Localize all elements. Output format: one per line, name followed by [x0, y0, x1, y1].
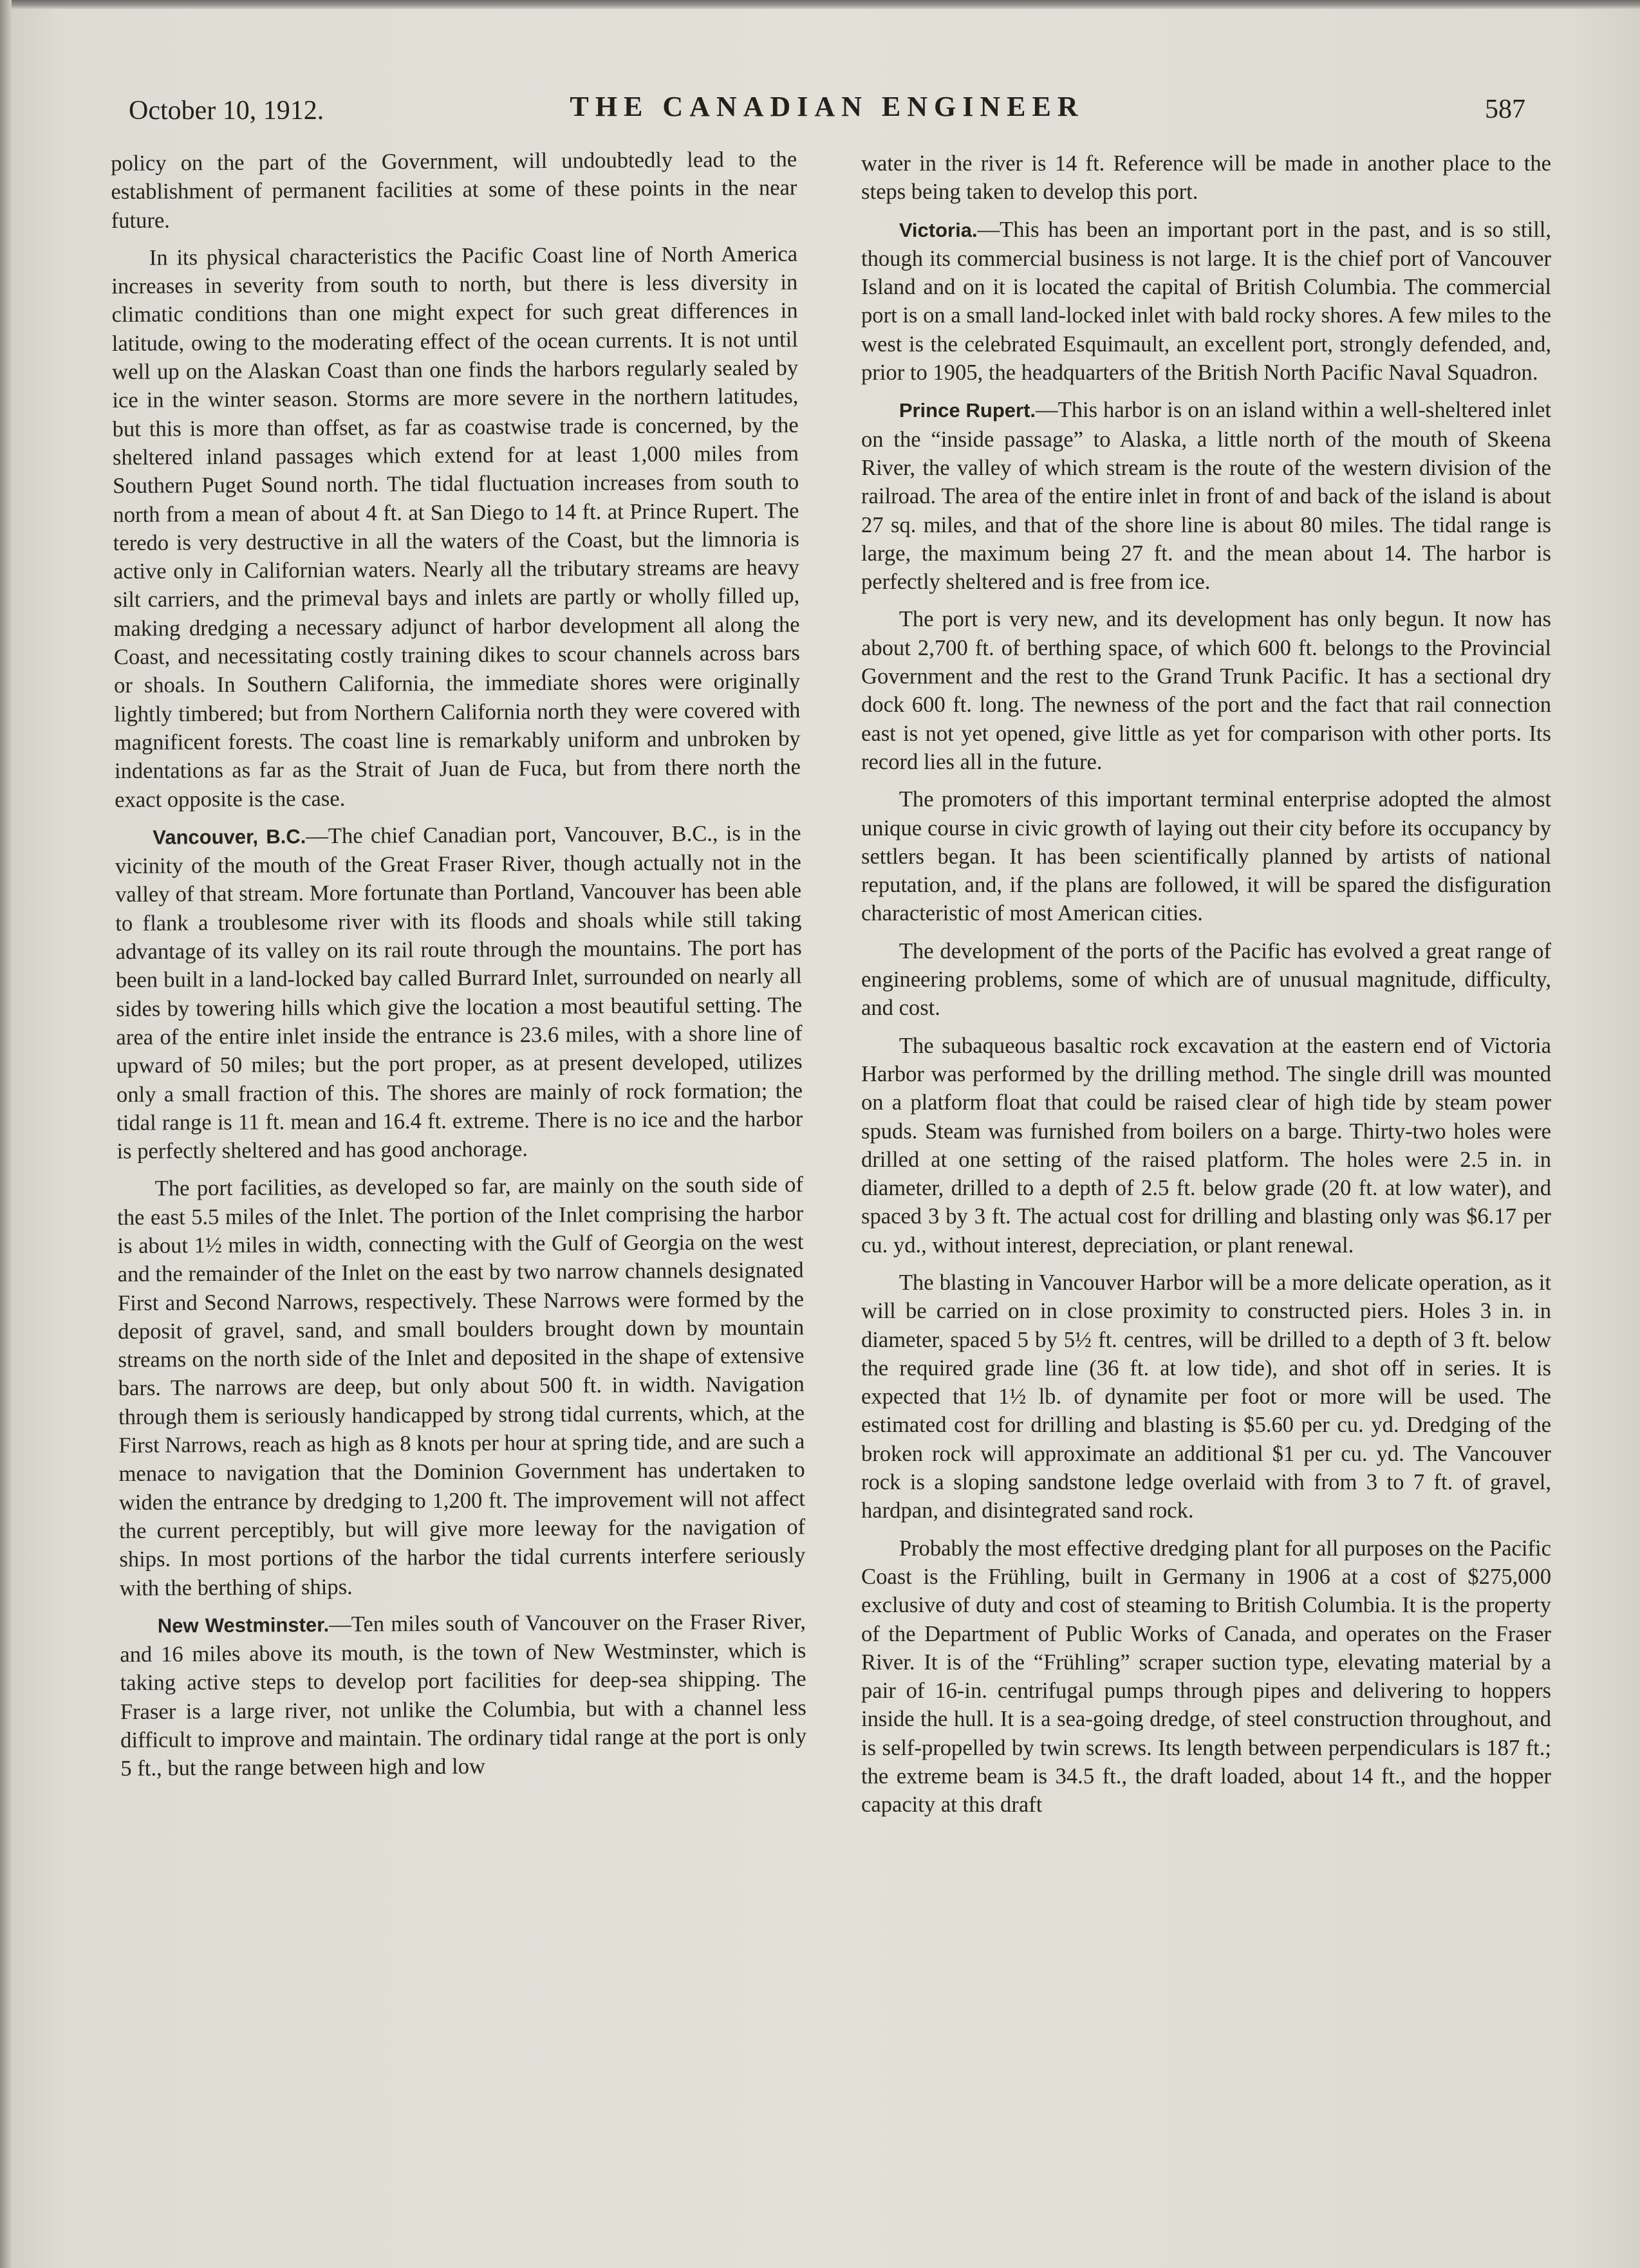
paragraph-engineering-problems: The development of the ports of the Pacific has evolved a great range of engineering problems, some of which are of unusual magnitude, difficulty, and cost. [861, 938, 1551, 1021]
paragraph-port-facilities: The port facilities, as developed so far, are mainly on the south side of the east 5.5 miles of the Inlet. The portion of the Inlet comprising the harbor is about 1½ miles in width, connecting with the Gulf of Georgia on the west and the remainder of the Inlet on the east by two narrow channels designated First and Second Narrows, respectively. These Narrows were formed by the deposit of gravel, sand, and small boulders brought down by mountain streams on the north side of the Inlet and deposited in the shape of extensive bars. The narrows are deep, but only about 500 ft. in width. Navigation through them is seriously handicapped by strong tidal currents, which, at the First Narrows, reach as high as 8 knots per hour at spring tide, and are such a menace to navigation that the Dominion Government has undertaken to widen the entrance by dredging to 1,200 ft. The improvement will not affect the current perceptibly, but will give more leeway for the navigation of ships. In most portions of the harbor the tidal currents interfere seriously with the berthing of ships. [117, 1172, 806, 1601]
right-column [861, 149, 1551, 1828]
paragraph-victoria-rock-excavation: The subaqueous basaltic rock excavation at the eastern end of Victoria Harbor was performed by the drilling method. The single drill was mounted on a platform float that could be raised clear of high tide by steam power spuds. Steam was furnished from boilers on a barge. Thirty-two holes were drilled at one setting of the raised platform. The holes were 2.5 in. in diameter, drilled to a depth of 2.5 ft. below grade (20 ft. at low water), and spaced 3 by 3 ft. The actual cost for drilling and blasting only was $6.17 per cu. yd., without interest, depreciation, or plant renewal. [861, 1033, 1551, 1258]
section-heading-new-westminster: New Westminster. [157, 1613, 330, 1637]
paragraph-new-westminster-continuation: water in the river is 14 ft. Reference will be made in another place to the steps being taken to develop this port. [861, 151, 1551, 205]
paragraph-vancouver [115, 819, 803, 1166]
paragraph-vancouver-text: —The chief Canadian port, Vancouver, B.C., is in the vicinity of the mouth of the Great Fraser River, though actually not in the valley of that stream. More fortunate than Portland, Vancouver has been able to flank a troublesome river with its floods and shoals while still taking advantage of its valley on its rail route through the mountains. The port has been built in a land-locked bay called Burrard Inlet, surrounded on nearly all sides by towering hills which give the location a most beautiful setting. The area of the entire inlet inside the entrance is 23.6 miles, with a shore line of upward of 50 miles; but the port proper, as at present developed, utilizes only a small fraction of this. The shores are mainly of rock formation; the tidal range is 11 ft. mean and 16.4 ft. extreme. There is no ice and the harbor is perfectly sheltered and has good anchorage. [115, 821, 803, 1164]
paragraph-victoria [861, 216, 1551, 387]
left-column [111, 145, 807, 1792]
page-number: 587 [1485, 95, 1525, 124]
paragraph-victoria-text: —This has been an important port in the past, and is so still, though its commercial business is not large. It is the chief port of Vancouver Island and on it is located the capital of British Columbia. The commercial port is on a small land-locked inlet with bald rocky shores. A few miles to the west is the celebrated Esquimault, an excellent port, strongly defended, and, prior to 1905, the headquarters of the British North Pacific Naval Squadron. [861, 217, 1551, 386]
paragraph-promoters: The promoters of this important terminal enterprise adopted the almost unique course in civic growth of laying out their city before its occupancy by settlers began. It has been scientifically planned by artists of national reputation, and, if the plans are followed, it will be spared the disfiguration characteristic of most American cities. [861, 787, 1551, 926]
paragraph-prince-rupert-text: —This harbor is on an island within a well-sheltered inlet on the “inside passage” to Alaska, a little north of the mouth of Skeena River, the valley of which stream is the route of the western division of the railroad. The area of the entire inlet in front of and back of the island is about 27 sq. miles, and that of the shore line is about 80 miles. The tidal range is large, the maximum being 27 ft. and the mean about 14. The harbor is perfectly sheltered and is free from ice. [861, 398, 1551, 595]
paragraph-new-westminster-text: —Ten miles south of Vancouver on the Fraser River, and 16 miles above its mouth, is the town of New Westminster, which is taking active steps to develop port facilities for deep-sea shipping. The Fraser is a large river, not unlike the Columbia, but with a channel less difficult to improve and maintain. The ordinary tidal range at the port is only 5 ft., but the range between high and low [120, 1609, 807, 1781]
section-heading-prince-rupert: Prince Rupert. [899, 399, 1036, 422]
running-header [129, 90, 1525, 129]
page-top-edge [0, 0, 1640, 9]
section-heading-vancouver: Vancouver, B.C. [153, 824, 306, 849]
paragraph-pacific-coast-characteristics: In its physical characteristics the Pacific Coast line of North America increases in severity from south to north, but there is less diversity in climatic conditions than one might expect for such great differences in latitude, owing to the moderating effect of the ocean currents. It is not until well up on the Alaskan Coast than one finds the harbors regularly sealed by ice in the winter season. Storms are more severe in the northern latitudes, but this is more than offset, as far as coastwise trade is concerned, by the sheltered inland passages which extend for at least 1,000 miles from Southern Puget Sound north. The tidal fluctuation increases from south to north from a mean of about 4 ft. at San Diego to 14 ft. at Prince Rupert. The teredo is very destructive in all the waters of the Coast, but the limnoria is active only in Californian waters. Nearly all the tributary streams are heavy silt carriers, and the primeval bays and inlets are partly or wholly filled up, making dredging a necessary adjunct of harbor development all along the Coast, and necessitating costly training dikes to scour channels across bars or shoals. In Southern California, the immediate shores were originally lightly timbered; but from Northern California north they were covered with magnificent forests. The coast line is remarkably uniform and unbroken by indentations as far as the Strait of Juan de Fuca, but from there north the exact opposite is the case. [111, 241, 801, 812]
journal-title: THE CANADIAN ENGINEER [570, 91, 1085, 122]
paragraph-fruhling-dredge: Probably the most effective dredging plant for all purposes on the Pacific Coast is the Frühling, built in Germany in 1906 at a cost of $275,000 exclusive of duty and cost of steaming to British Columbia. It is the property of the Department of Public Works of Canada, and operates on the Fraser River. It is of the “Frühling” scraper suction type, elevating material by a pair of 16-in. centrifugal pumps through pipes and delivering to hoppers inside the hull. It is a sea-going dredge, of steel construction throughout, and is self-propelled by twin screws. Its length between perpendiculars is 187 ft.; the extreme beam is 34.5 ft., the draft loaded, about 14 ft., and the hopper capacity at this draft [861, 1536, 1551, 1817]
paragraph-vancouver-blasting: The blasting in Vancouver Harbor will be a more delicate operation, as it will be carried on in close proximity to constructed piers. Holes 3 in. in diameter, spaced 5 by 5½ ft. centres, will be drilled to a depth of 3 ft. below the required grade line (36 ft. at low tide), and shot off in series. It is expected that 1½ lb. of dynamite per foot or more will be used. The estimated cost for drilling and blasting is $5.60 per cu. yd. Dredging of the broken rock will approximate an additional $1 per cu. yd. The Vancouver rock is a sloping sandstone ledge overlaid with from 3 to 7 ft. of gravel, hardpan, and disintegrated sand rock. [861, 1270, 1551, 1523]
paragraph-policy-continuation: policy on the part of the Government, will undoubtedly lead to the establishment of permanent facilities at some of these points in the near future. [111, 147, 797, 233]
paragraph-new-westminster [120, 1607, 807, 1783]
issue-date: October 10, 1912. [129, 96, 324, 125]
paragraph-port-newness: The port is very new, and its development has only begun. It now has about 2,700 ft. of berthing space, of which 600 ft. belongs to the Provincial Government and the rest to the Grand Trunk Pacific. It has a sectional dry dock 600 ft. long. The newness of the port and the fact that rail connection east is not yet opened, give little as yet for comparison with other ports. Its record lies all in the future. [861, 607, 1551, 774]
paragraph-prince-rupert [861, 396, 1551, 596]
section-heading-victoria: Victoria. [899, 218, 978, 241]
binding-shadow [0, 0, 12, 2268]
